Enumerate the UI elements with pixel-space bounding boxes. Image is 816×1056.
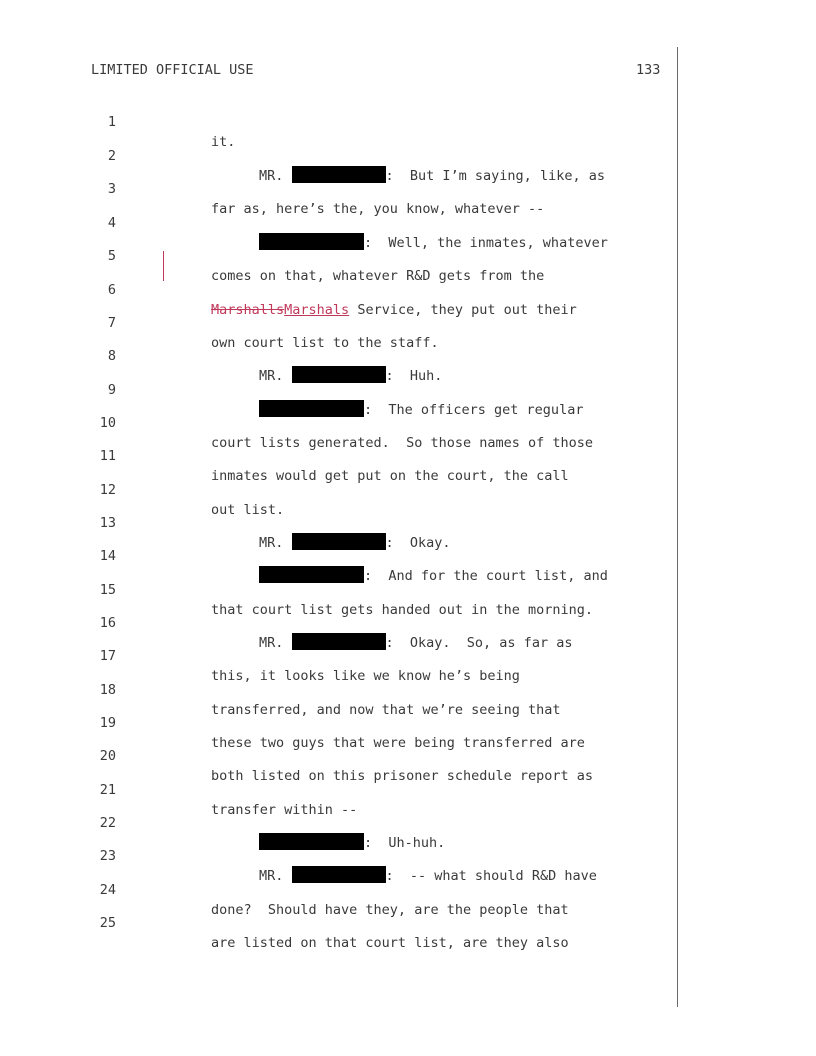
line-number: 10 — [99, 415, 116, 431]
redaction-box — [292, 533, 386, 550]
line-text: it. — [211, 134, 236, 150]
line-text: that court list gets handed out in the morning. — [211, 602, 594, 618]
line-number: 4 — [107, 215, 116, 231]
line-text: : Huh. — [385, 368, 443, 384]
line-number: 20 — [99, 748, 116, 764]
line-number: 22 — [99, 815, 116, 831]
speaker-line — [259, 833, 445, 853]
line-number: 9 — [107, 382, 116, 398]
line-number: 13 — [99, 515, 116, 531]
revised-line — [211, 300, 577, 320]
line-number: 7 — [107, 315, 116, 331]
speaker-line — [259, 166, 605, 186]
line-number: 12 — [99, 482, 116, 498]
speaker-title: MR. — [259, 635, 292, 651]
line-number: 23 — [99, 848, 116, 864]
line-number: 17 — [99, 648, 116, 664]
redaction-box — [259, 233, 364, 250]
line-number: 5 — [107, 248, 116, 264]
line-text: this, it looks like we know he’s being — [211, 668, 520, 684]
line-text: : But I’m saying, like, as — [385, 168, 605, 184]
line-text: : And for the court list, and — [364, 568, 608, 584]
line-text: Service, they put out their — [349, 302, 577, 318]
speaker-line — [259, 566, 608, 586]
transcript-line — [0, 760, 358, 818]
line-number: 15 — [99, 582, 116, 598]
speaker-line — [259, 533, 451, 553]
deleted-text: Marshalls — [211, 302, 285, 318]
speaker-title: MR. — [259, 868, 292, 884]
line-number: 3 — [107, 181, 116, 197]
speaker-line — [259, 400, 583, 420]
redaction-box — [292, 166, 386, 183]
line-text: transferred, and now that we’re seeing that — [211, 702, 561, 718]
speaker-line — [259, 233, 608, 253]
line-number: 14 — [99, 548, 116, 564]
line-text: : Well, the inmates, whatever — [364, 235, 608, 251]
line-text: : -- what should R&D have — [385, 868, 597, 884]
line-text: : Okay. So, as far as — [385, 635, 573, 651]
speaker-line — [259, 866, 597, 886]
line-text: transfer within -- — [211, 802, 358, 818]
redaction-box — [259, 400, 364, 417]
line-number: 24 — [99, 882, 116, 898]
speaker-line — [259, 633, 572, 653]
classification-header: LIMITED OFFICIAL USE — [91, 62, 254, 78]
line-text: court lists generated. So those names of those — [211, 435, 594, 451]
transcript-line — [0, 92, 236, 150]
line-text: both listed on this prisoner schedule report as — [211, 768, 594, 784]
line-text: : Uh-huh. — [364, 835, 446, 851]
line-text: : Okay. — [385, 535, 451, 551]
line-text: comes on that, whatever R&D gets from the — [211, 268, 545, 284]
line-text: own court list to the staff. — [211, 335, 439, 351]
line-text: are listed on that court list, are they also — [211, 935, 569, 951]
line-number: 21 — [99, 782, 116, 798]
redaction-box — [259, 566, 364, 583]
transcript-line — [0, 460, 285, 518]
line-text: these two guys that were being transferred are — [211, 735, 585, 751]
redaction-box — [292, 866, 386, 883]
line-number: 6 — [107, 282, 116, 298]
line-text: done? Should have they, are the people that — [211, 902, 569, 918]
line-number: 8 — [107, 348, 116, 364]
redaction-box — [292, 633, 386, 650]
line-number: 25 — [99, 915, 116, 931]
speaker-title: MR. — [259, 535, 292, 551]
line-number: 2 — [107, 148, 116, 164]
line-text: inmates would get put on the court, the call — [211, 468, 569, 484]
line-number: 16 — [99, 615, 116, 631]
right-margin-rule — [677, 47, 678, 1007]
redaction-box — [259, 833, 364, 850]
line-text: out list. — [211, 502, 285, 518]
line-text: : The officers get regular — [364, 402, 584, 418]
line-text: far as, here’s the, you know, whatever -- — [211, 201, 545, 217]
line-number: 1 — [107, 114, 116, 130]
revision-change-bar — [163, 251, 164, 281]
line-number: 19 — [99, 715, 116, 731]
speaker-title: MR. — [259, 168, 292, 184]
speaker-line — [259, 366, 442, 386]
speaker-title: MR. — [259, 368, 292, 384]
line-number: 11 — [99, 448, 116, 464]
line-number: 18 — [99, 682, 116, 698]
inserted-text: Marshals — [284, 302, 350, 318]
redaction-box — [292, 366, 386, 383]
page-number: 133 — [636, 62, 661, 78]
